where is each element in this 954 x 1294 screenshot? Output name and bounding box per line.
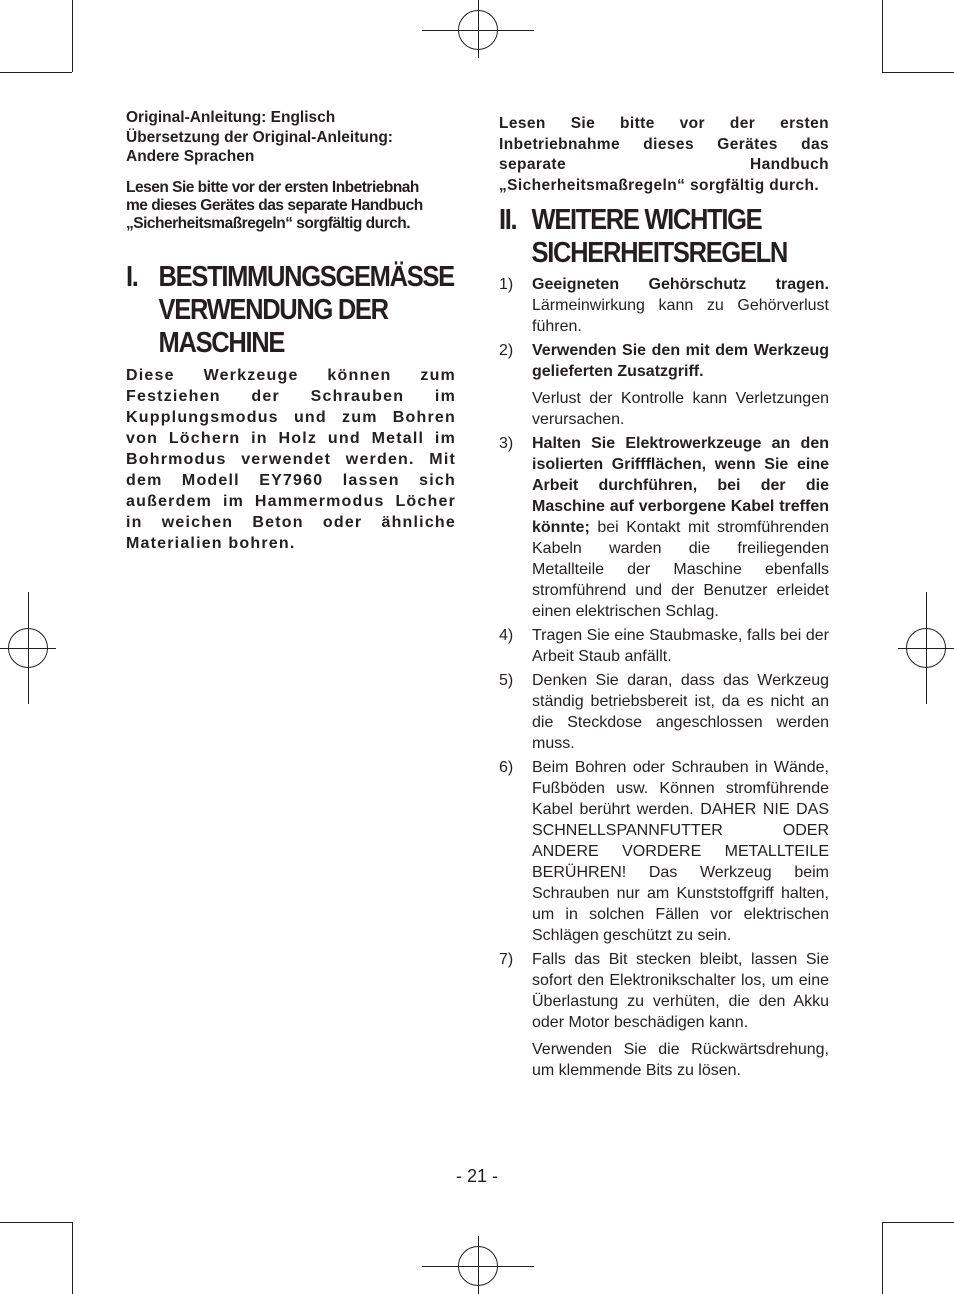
list-item	[499, 625, 829, 667]
list-item	[499, 274, 829, 337]
read-manual-note	[126, 179, 456, 233]
section-number: I.	[126, 260, 138, 293]
section-number: II.	[499, 204, 517, 236]
section-title: WEITERE WICHTIGE SICHERHEITSREGELN	[531, 204, 788, 269]
section-heading	[126, 260, 454, 360]
list-item	[499, 670, 829, 754]
page-number: - 21 -	[455, 1166, 498, 1186]
section-title: BESTIMMUNGSGEMÄSSE VERWENDUNG DER MASCHINE	[158, 260, 454, 359]
section-heading	[499, 204, 789, 270]
list-item-number: 1)	[499, 276, 514, 293]
list-item-text: Lärmeinwirkung kann zu Gehörverlust führen.	[532, 297, 829, 335]
list-item-bold-text: Halten Sie Elektrowerkzeuge an den isolierten Griffflächen, wenn Sie eine Arbeit durchführen, bei der die Maschine auf verborgene Kabel treffen könnte;	[532, 435, 829, 536]
list-item-number: 2)	[499, 342, 514, 359]
list-item-number: 3)	[499, 435, 514, 452]
read-note-line: Lesen Sie bitte vor der ersten Inbetriebnah	[126, 178, 419, 196]
safety-rules-list	[499, 274, 829, 1081]
list-item	[499, 433, 829, 622]
list-item	[499, 757, 829, 946]
read-note-line: „Sicherheitsmaßregeln“ sorgfältig durch.	[126, 214, 411, 232]
list-item	[499, 949, 829, 1081]
original-note-line: Original-Anleitung: Englisch	[126, 109, 336, 126]
list-item	[499, 340, 829, 430]
list-item-text: Beim Bohren oder Schrauben in Wände, Fußböden usw. Können stromführende Kabel berührt werden. DAHER NIE DAS SCHNELLSPANNFUTTER ODER ANDERE VORDERE METALLTEILE BERÜHREN! Das Werkzeug beim Schrauben nur am Kunststoffgriff halten, um in solchen Fällen vor elektrischen Schlägen geschützt zu sein.	[532, 759, 829, 944]
read-manual-note: Lesen Sie bitte vor der ersten Inbetriebnahme dieses Gerätes das separate Handbuch „Sicherheitsmaßregeln“ sorgfältig durch.	[499, 115, 829, 194]
list-item-text: Tragen Sie eine Staubmaske, falls bei der Arbeit Staub anfällt.	[532, 627, 829, 665]
list-item-bold-text: Verwenden Sie den mit dem Werkzeug gelieferten Zusatzgriff.	[532, 342, 829, 380]
list-item-extra-text: Verwenden Sie die Rückwärtsdrehung, um klemmende Bits zu lösen.	[532, 1041, 829, 1079]
original-note-line: Andere Sprachen	[126, 148, 255, 165]
list-item-bold-text: Geeigneten Gehörschutz tragen.	[532, 276, 829, 293]
list-item-number: 6)	[499, 759, 514, 776]
list-item-extra-text: Verlust der Kontrolle kann Verletzungen verursachen.	[532, 390, 829, 428]
left-column	[126, 108, 456, 554]
list-item-text: bei Kontakt mit stromführenden Kabeln warden die freiliegenden Metallteile der Maschine ebenfalls stromführend und der Benutzer erleidet einen elektrischen Schlag.	[532, 519, 829, 620]
right-column	[499, 114, 829, 1084]
original-note-line: Übersetzung der Original-Anleitung:	[126, 128, 393, 146]
list-item-number: 7)	[499, 951, 514, 968]
list-item-number: 4)	[499, 627, 514, 644]
section-body: Diese Werkzeuge können zum Festziehen der Schrauben im Kupplungsmodus und zum Bohren von Löchern in Holz und Metall im Bohrmodus verwendet werden. Mit dem Modell EY7960 lassen sich außerdem im Hammermodus Löcher in weichen Beton oder ähnliche Materialien bohren.	[126, 366, 456, 552]
list-item-text: Falls das Bit stecken bleibt, lassen Sie sofort den Elektronikschalter los, um eine Überlastung zu verhüten, die den Akku oder Motor beschädigen kann.	[532, 951, 829, 1031]
list-item-number: 5)	[499, 672, 514, 689]
original-note	[126, 108, 456, 167]
list-item-text: Denken Sie daran, dass das Werkzeug ständig betriebsbereit ist, da es nicht an die Steckdose angeschlossen werden muss.	[532, 672, 829, 752]
read-note-line: me dieses Gerätes das separate Handbuch	[126, 196, 423, 214]
